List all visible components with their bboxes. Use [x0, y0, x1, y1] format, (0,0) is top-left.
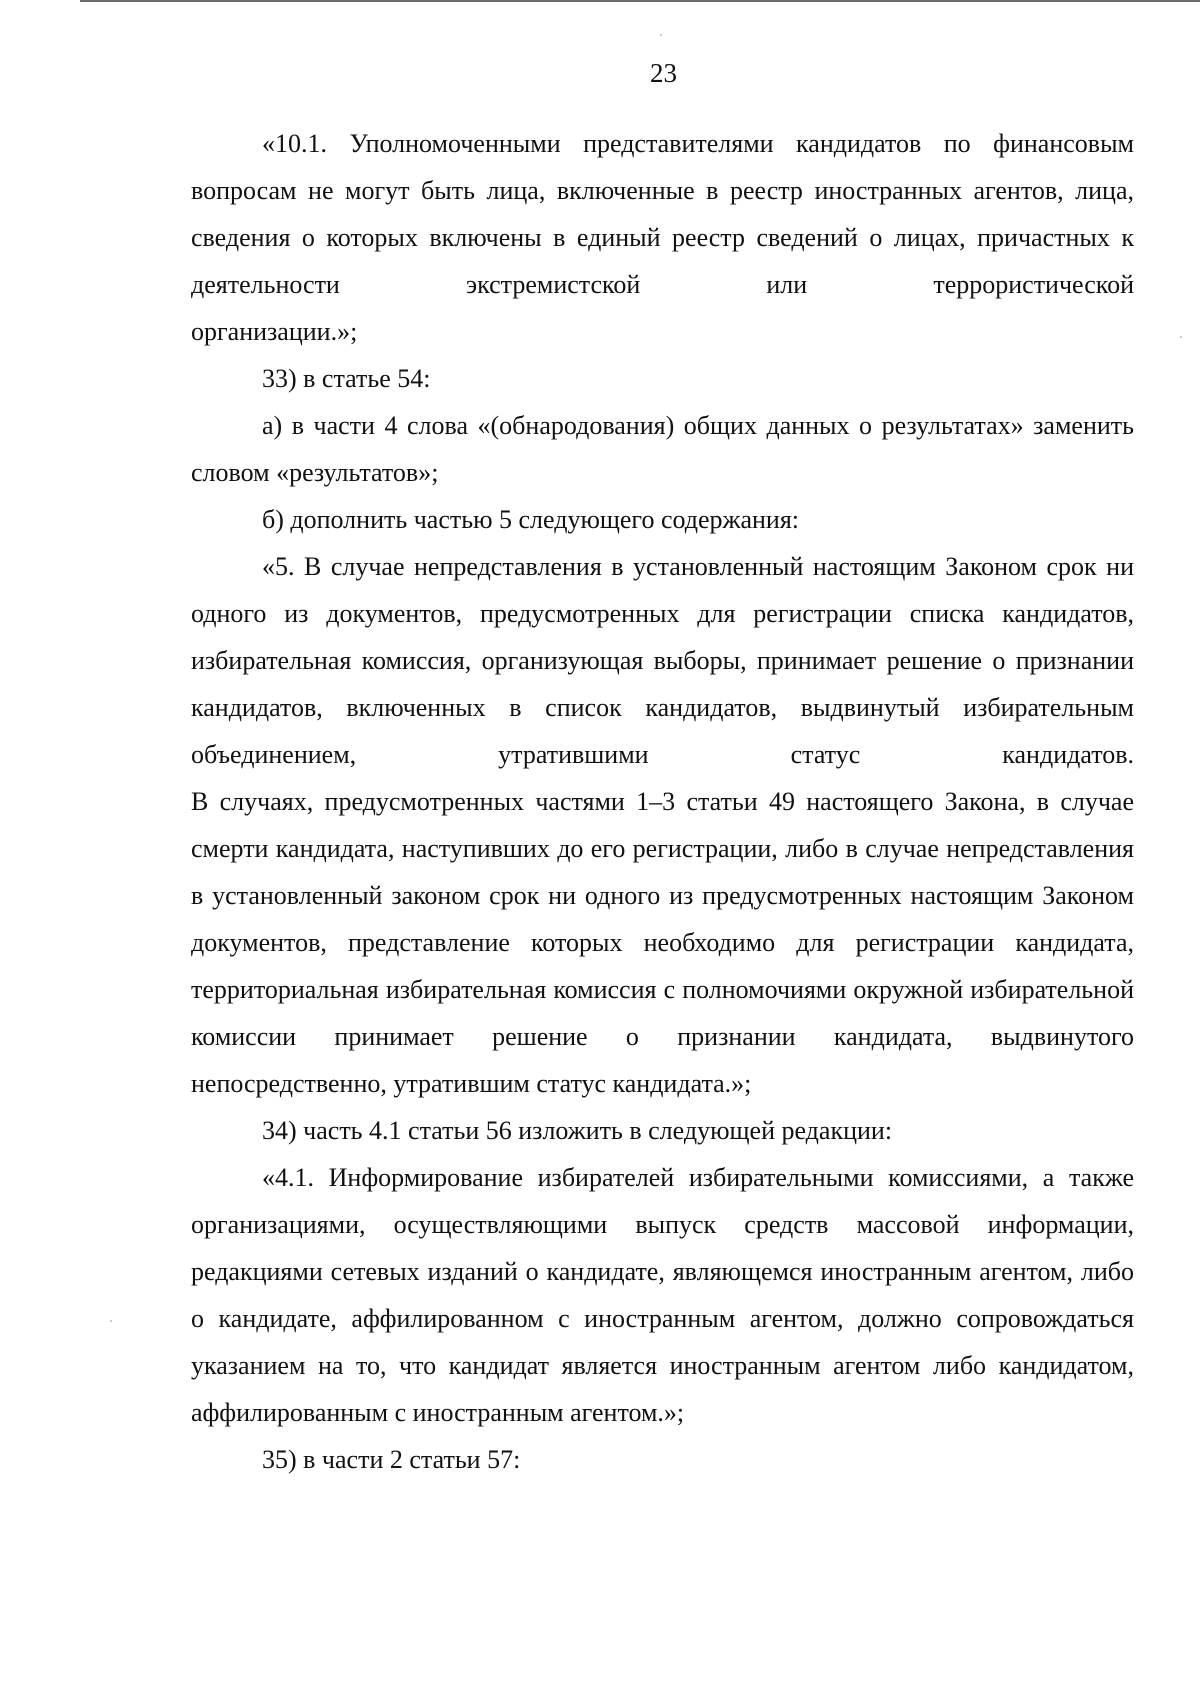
paragraph-part-4-1: «4.1. Информирование избирателей избирательными комиссиями, а также организациями, осуществляющими выпуск средств массовой информации, редакциями сетевых изданий о кандидате, являющемся иностранным агентом, либо о кандидате, аффилированном с иностранным агентом, должно сопровождаться указанием на то, что кандидат является иностранным агентом либо кандидатом, аффилированным с иностранным агентом.»;	[191, 1163, 1134, 1427]
scan-artifact-dot	[660, 34, 662, 36]
paragraph-item-35: 35) в части 2 статьи 57:	[262, 1445, 521, 1474]
paragraph-item-33-a: а) в части 4 слова «(обнародования) общих данных о результатах» заменить словом «результатов»;	[191, 411, 1134, 487]
paragraph-item-34: 34) часть 4.1 статьи 56 изложить в следующей редакции:	[262, 1116, 893, 1145]
paragraph-10-1: «10.1. Уполномоченными представителями кандидатов по финансовым вопросам не могут быть лица, включенные в реестр иностранных агентов, лица, сведения о которых включены в единый реестр сведений о лицах, причастных к деятельности экстремистской или террористической	[191, 129, 1134, 299]
scan-artifact-dot	[1180, 336, 1182, 338]
paragraph-10-1-end: организации.»;	[191, 317, 358, 346]
paragraph-part-5-a: «5. В случае непредставления в установленный настоящим Законом срок ни одного из документов, предусмотренных для регистрации списка кандидатов, избирательная комиссия, организующая выборы, принимает решение о признании кандидатов, включенных в список кандидатов, выдвинутый избирательным объединением, утратившими статус кандидатов.	[191, 552, 1134, 769]
page-number: 23	[650, 58, 677, 88]
paragraph-item-33-b: б) дополнить частью 5 следующего содержания:	[262, 505, 800, 534]
paragraph-item-33: 33) в статье 54:	[262, 364, 431, 393]
document-body	[191, 120, 1134, 1483]
paragraph-part-5-b: В случаях, предусмотренных частями 1–3 статьи 49 настоящего Закона, в случае смерти кандидата, наступивших до его регистрации, либо в случае непредставления в установленный законом срок ни одного из предусмотренных настоящим Законом документов, представление которых необходимо для регистрации кандидата, территориальная избирательная комиссия с полномочиями окружной избирательной комиссии принимает решение о признании кандидата, выдвинутого непосредственно, утратившим статус кандидата.»;	[191, 787, 1134, 1098]
scan-artifact-dot	[110, 1320, 112, 1322]
scan-top-border	[80, 0, 1200, 2]
